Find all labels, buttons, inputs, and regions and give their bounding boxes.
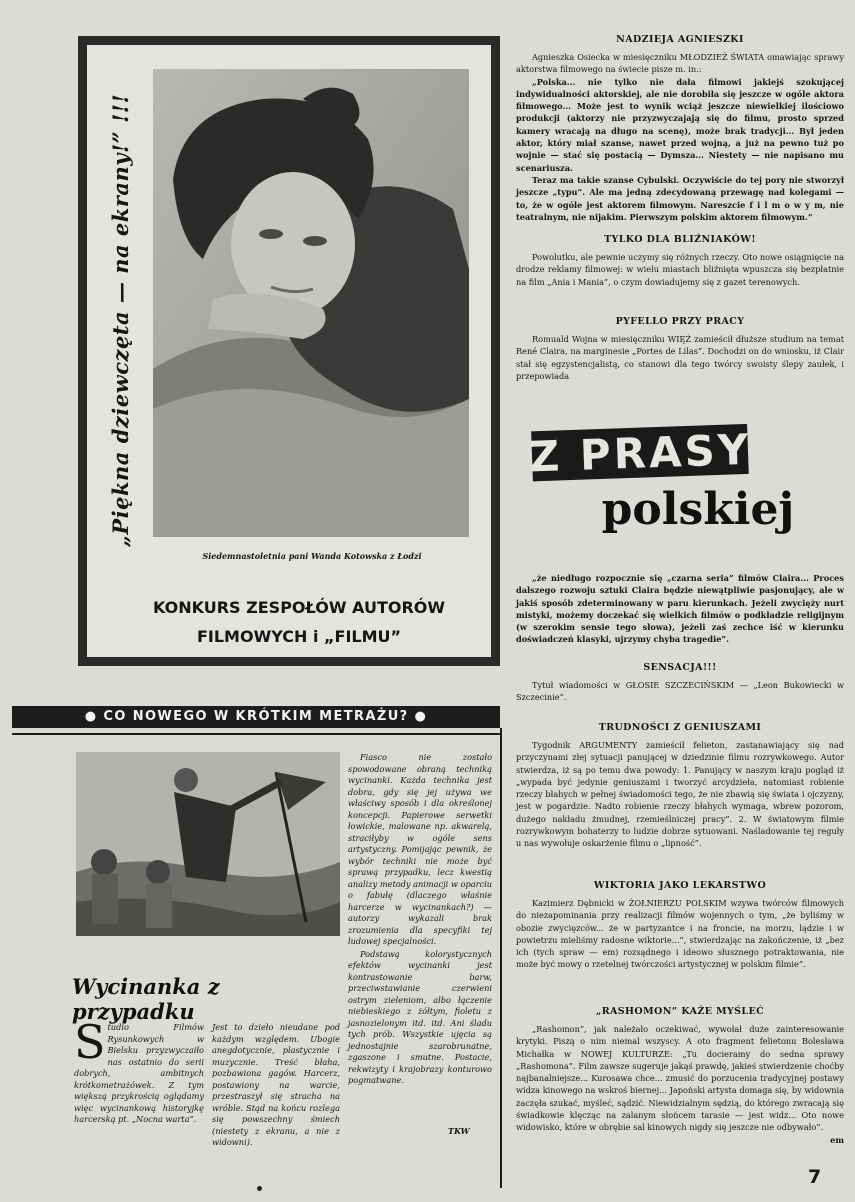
- article-column-2: [212, 1022, 340, 1149]
- section-signature: em: [830, 1134, 844, 1145]
- section-paragraph: Romuald Wojna w miesięczniku WIĘŹ zamieścił dłuższe studium na temat René Claira, na marginesie „Portes de Lilas”. Dochodzi on do wniosku, iż Clair stał się egzystencjalistą, co stanowi dla tego twórcy swoisty ślepy zaułek, i przepowiada: [516, 334, 844, 381]
- vertical-slogan-wrap: [99, 85, 143, 555]
- section-quote: „Polska... nie tylko nie dała filmowi jakiejś szokującej indywidualności aktorskiej, ale nie dorobiła się jeszcze w ogóle aktora filmowego... Może jest to wynik wciąż jeszcze niewielkiej ilościowo produkcji (aktorzy nie przyzwyczajają się do filmu, prosto sprzed kamery wracają na długo na scenę), może brak tradycji... Był jeden aktor, który miał szanse, nawet przed wojną, a już na pewno tuż po wojnie — stać się postacią — Dymsza... Niestety — nie napisano mu scenariusza.: [516, 76, 844, 173]
- section-pyfello: [516, 316, 844, 382]
- article-paragraph: Fiasco nie zostało spowodowane obraną techniką wycinanki. Każda technika jest dobra, gdy się jej używa we właściwy sposób i dla określonej koncepcji. Papierowe serwetki łowickie, malowane np. akwarelą, straciłyby w ogóle sens artystyczny. Pomijając pewnik, że wybór techniki nie może być sprawą przypadku, lecz kwestią analizy metody animacji w oparciu o fabułę (dlaczego właśnie harcerze w wycinankach?) — autorzy wykazali brak zrozumienia dla specyfiki tej ludowej specjalności.: [348, 752, 492, 946]
- contest-ad-box: [78, 36, 500, 666]
- z-prasy-polskiej-logo: [530, 424, 820, 544]
- section-heading: WIKTORIA JAKO LEKARSTWO: [593, 880, 767, 891]
- contest-title-line1: KONKURS ZESPOŁÓW AUTORÓW: [152, 598, 446, 617]
- logo-line2: polskiej: [601, 484, 795, 535]
- section-pyfello-cont: [516, 572, 844, 646]
- page-number: 7: [808, 1166, 822, 1188]
- drop-cap: S: [74, 1015, 106, 1069]
- vertical-divider: [500, 728, 502, 1188]
- girl-portrait-photo: [153, 69, 469, 537]
- section-paragraph: Tytuł wiadomości w GŁOSIE SZCZECIŃSKIM — „Leon Bukowiecki w Szczecinie”.: [516, 680, 844, 703]
- article-signature: TKW: [448, 1126, 470, 1136]
- section-heading: SENSACJA!!!: [643, 662, 717, 673]
- section-paragraph: Agnieszka Osiecka w miesięczniku MŁODZIEŻ ŚWIATA omawiając sprawy aktorstwa filmowego na świecie pisze m. in.:: [516, 52, 844, 75]
- cutout-film-still: [76, 752, 340, 936]
- section-nadzieja: [516, 34, 844, 223]
- bottom-dot: [257, 1186, 262, 1191]
- contest-title: [107, 593, 491, 651]
- section-sensacja: [516, 662, 844, 704]
- section-paragraph: Tygodnik ARGUMENTY zamieścił felieton, zastanawiający się nad przyczynami złej sytuacji panującej w dziedzinie filmu rozrywkowego. Autor stwierdza, iż są po temu dwa powody: 1. Panujący w naszym kraju pogląd iż „wypada być jedynie geniuszami i tworzyć arcydzieła, natomiast robienie rzeczy błahych w pełnej świadomości tego, że nie zbawią się świata i ojczyzny, jest w pogardzie. Nadto robienie rzeczy błahych wymaga, wbrew pozorom, dużego nakładu żmudnej, rzemieślniczej pracy”. 2. W światowym filmie rozrywkowym bohaterzy to ludzie dobrze sytuowani. Naśladowanie tej reguły u nas wywołuje oskarżenie filmu o „lipność”.: [516, 740, 844, 849]
- article-right-column: [348, 752, 492, 1088]
- section-heading: NADZIEJA AGNIESZKI: [616, 34, 744, 45]
- article-paragraph: Podstawą kolorystycznych efektów wycinanki jest kontrastowanie barw, przeciwstawianie czerwieni ostrym zieleniom, albo łączenie niebieskiego z żółtym, fioletu z jasnozielonym itd. itd. Ani śladu tych prób. Wszystkie ujęcia są jednostajnie szarobrunatne, zgaszone i smutne. Postacie, rekwizyty i krajobrazy konturowo pogmatwane.: [348, 948, 492, 1085]
- contest-title-line2: FILMOWYCH i „FILMU”: [196, 627, 402, 646]
- section-tylko: [516, 234, 844, 288]
- section-wiktoria: [516, 880, 844, 971]
- vertical-slogan: „Piękna dziewczęta — na ekrany!” !!!: [108, 93, 134, 547]
- article-column-1: [74, 1015, 204, 1126]
- banner-dot-left: ●: [84, 709, 104, 724]
- article-paragraph: tudio Filmów Rysunkowych w Bielsku przyzwyczaiło nas ostatnio do serii dobrych, ambitnych krótkometrażówek. Z tym większą przykrością oglądamy więc wycinankową historyjkę harcerską pt. „Nocna warta”.: [74, 1022, 204, 1124]
- section-paragraph: Kazimierz Dębnicki w ŻOŁNIERZU POLSKIM wzywa twórców filmowych do niezapominania przy realizacji filmów wojennych o tym, „że byliśmy w obozie zwycięzców... że w partyzantce i na froncie, na morzu, lądzie i w powietrzu mieliśmy radosne wiktorie...”, stwierdzając na zakończenie, iż „bez ich (tych spraw — em) rozsądnego i ideowo słusznego potraktowania, nie może być mowy o rzetelnej twórczości artystycznej w polskim filmie”.: [516, 898, 844, 970]
- section-heading: TRUDNOŚCI Z GENIUSZAMI: [598, 722, 762, 733]
- banner-title: CO NOWEGO W KRÓTKIM METRAŻU?: [103, 709, 409, 724]
- section-paragraph: „Rashomon”, jak należało oczekiwać, wywołał duże zainteresowanie krytyki. Piszą o nim niemal wszyscy. A oto fragment felietonu Bolesława Michałka w NOWEJ KULTURZE: „Tu docieramy do sedna sprawy „Rashomona”. Film zawsze sugeruje jakąś prawdę, jakieś stwierdzenie choćby najbanalniejsze... Kurosawa chce... zmusić do porzucenia tradycyjnej postawy widza kinowego na wskroś biernej... Japoński artysta domaga się, by widownia zaczęła szukać, myśleć, sądzić. Niewidzialnym sędzią, do którego zwracają się świadkowie klęcząc na zalanym słońcem tarasie — jest widz... Oto nowe widowisko, które w obrębie sal kinowych nigdy się jeszcze nie odbywało”.: [516, 1024, 844, 1133]
- section-paragraph: Powolutku, ale pewnie uczymy się różnych rzeczy. Oto nowe osiągnięcie na drodze reklamy filmowej: w wielu miastach bliźnięta wpuszcza się bezpłatnie na film „Ania i Mania”, o czym dowiadujemy się z gazet terenowych.: [516, 252, 844, 287]
- section-banner: [12, 706, 500, 728]
- article-paragraph: Jest to dzieło nieudane pod każdym względem. Ubogie anegdotycznie, plastycznie i muzycznie. Treść błaha, pozbawiona gagów. Harcerz, postawiony na warcie, przestraszył się stracha na wróble. Stąd na końcu rozlega się powszechny śmiech (niestety z ekranu, a nie z widowni).: [212, 1022, 340, 1147]
- section-heading: „RASHOMON” KAŻE MYŚLEĆ: [595, 1006, 765, 1017]
- article-title: Wycinanka z przypadku: [72, 974, 220, 1024]
- section-rashomon: [516, 1006, 844, 1146]
- section-trudnosci: [516, 722, 844, 850]
- section-quote: „że niedługo rozpocznie się „czarna seria” filmów Claira... Proces dalszego rozwoju sztuki Claira będzie niewątpliwie pasjonujący, ale w jakiś sposób zdeterminowany w paru kierunkach. Jeżeli zwycięży nurt mistyki, możemy doczekać się wielkich filmów o podkładzie religijnym (w szerokim sensie tego słowa), jeżeli zaś zechce iść w kierunku doświadczeń klasyki, ujrzymy chyba tragedie”.: [516, 573, 844, 645]
- section-heading: PYFELLO PRZY PRACY: [615, 316, 745, 327]
- photo-caption: Siedemnastoletnia pani Wanda Kotowska z Łodzi: [202, 551, 422, 561]
- section-heading: TYLKO DLA BLIŹNIAKÓW!: [604, 234, 756, 245]
- banner-dot-right: ●: [408, 709, 428, 724]
- section-quote: Teraz ma takie szanse Cybulski. Oczywiście do tej pory nie stworzył jeszcze „typu”. Ale ma jedną zdecydowaną przewagę nad kolegami — to, że w ogóle jest aktorem filmowym. Nareszcie f i l m o w y m, nie teatralnym, nie nijakim. Pierwszym polskim aktorem filmowym.”: [516, 174, 844, 222]
- logo-line1: Z PRASY: [530, 424, 752, 482]
- banner-rule: [12, 733, 500, 735]
